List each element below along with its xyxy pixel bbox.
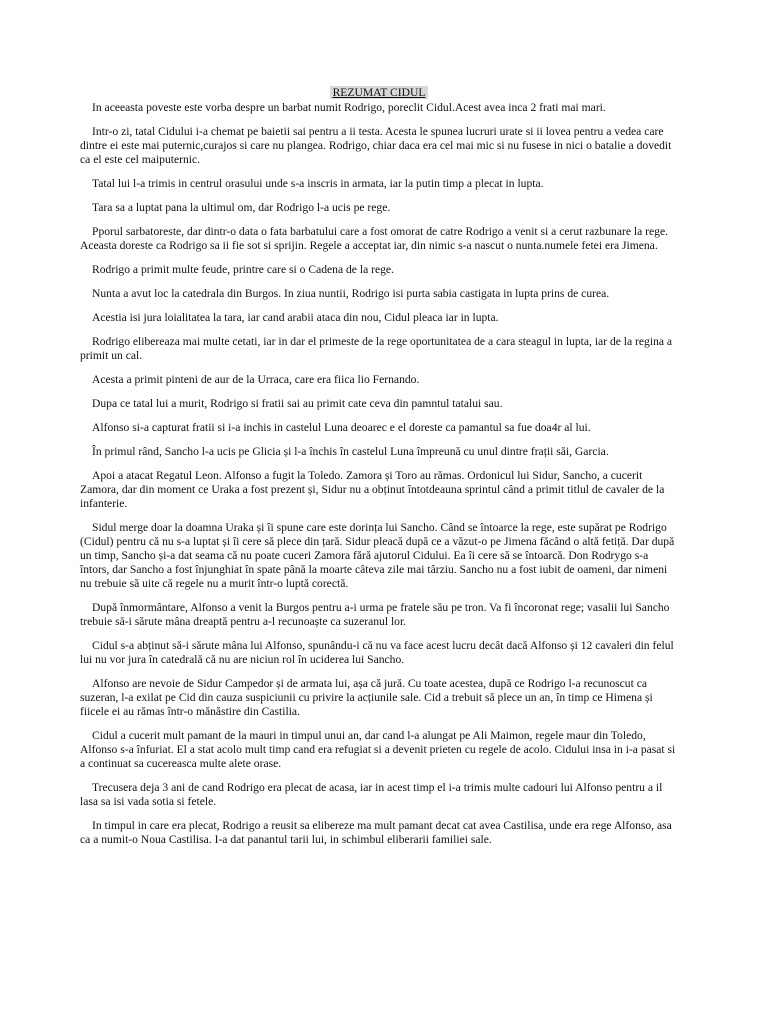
paragraph-7: Nunta a avut loc la catedrala din Burgos. In ziua nuntii, Rodrigo isi purta sabia castigata in lupta prins de curea.	[92, 287, 610, 300]
paragraph-2: Intr-o zi, tatal Cidului i-a chemat pe baietii sai pentru a ii testa. Acesta le spunea lucruri urate si ii lovea pentru a vedea care dintre ei este mai puternic,curajos si care nu plangea. Rodrigo, chiar daca era cel mai mic si nu fusese in nici o batalie a dovedit ca el este cel maiputernic.	[80, 125, 672, 166]
paragraph-15: Sidul merge doar la doamna Uraka și îi spune care este dorința lui Sancho. Când se întoarce la rege, este supărat pe Rodrigo (Cidul) pentru că nu s-a luptat și îi cere să plece din țară. Sidur pleacă după ce a văzut-o pe Jimena făcând o altă fetiță. Dar după un timp, Sancho și-a dat seama că nu poate cuceri Zamora fără ajutorul Cidului. Ea îi cere să se întoarcă. Don Rodrygo s-a întors, dar Sancho a fost înjunghiat în spate până la moarte câteva zile mai târziu. Sancho nu a fost iubit de oameni, dar nimeni nu trebuie să uite că regele nu a murit într-o luptă corectă.	[80, 521, 675, 590]
paragraph-6: Rodrigo a primit multe feude, printre care si o Cadena de la rege.	[92, 263, 394, 276]
document-title[interactable]: REZUMAT CIDUL	[330, 86, 429, 99]
paragraph-9: Rodrigo elibereaza mai multe cetati, iar in dar el primeste de la rege oportunitatea de a cara steagul in lupta, iar de la regina a primit un cal.	[80, 335, 673, 362]
paragraph-11: Dupa ce tatal lui a murit, Rodrigo si fratii sai au primit cate ceva din pamntul tatalui sau.	[92, 397, 503, 410]
paragraph-19: Cidul a cucerit mult pamant de la mauri in timpul unui an, dar cand l-a alungat pe Ali Maimon, regele maur din Toledo, Alfonso s-a înfuriat. El a stat acolo mult timp cand era refugiat si a devenit prieten cu regele de acolo. Cidului insa in i-a pasat si a continuat sa cucereasca multe alete orase.	[80, 729, 676, 770]
paragraph-16: După înmormântare, Alfonso a venit la Burgos pentru a-i urma pe fratele său pe tron. Va fi încoronat rege; vasalii lui Sancho trebuie să-i sărute mâna dreaptă pentru a-l recunoaște ca suzeranul lor.	[80, 601, 670, 628]
document-body	[80, 86, 678, 857]
paragraph-12: Alfonso si-a capturat fratii si i-a inchis in castelul Luna deoarec e el doreste ca pamantul sa fue doa4r al lui.	[92, 421, 591, 434]
paragraph-1: In aceeasta poveste este vorba despre un barbat numit Rodrigo, poreclit Cidul.Acest avea inca 2 frati mai mari.	[92, 101, 606, 114]
title-row	[80, 86, 678, 100]
paragraph-17: Cidul s-a abținut să-i sărute mâna lui Alfonso, spunându-i că nu va face acest lucru decât dacă Alfonso și 12 cavaleri din felul lui nu vor jura în catedrală că nu are niciun rol în uciderea lui Sancho.	[80, 639, 674, 666]
paragraph-10: Acesta a primit pinteni de aur de la Urraca, care era fiica lio Fernando.	[92, 373, 420, 386]
paragraph-3: Tatal lui l-a trimis in centrul orasului unde s-a inscris in armata, iar la putin timp a plecat in lupta.	[92, 177, 544, 190]
paragraph-8: Acestia isi jura loialitatea la tara, iar cand arabii ataca din nou, Cidul pleaca iar in lupta.	[92, 311, 499, 324]
paragraph-5: Pporul sarbatoreste, dar dintr-o data o fata barbatului care a fost omorat de catre Rodrigo a venit si a cerut razbunare la rege. Aceasta doreste ca Rodrigo sa ii fie sot si sprijin. Regele a acceptat iar, din nimic s-a nascut o nunta.numele fetei era Jimena.	[80, 225, 668, 252]
paragraph-18: Alfonso are nevoie de Sidur Campedor și de armata lui, așa că jură. Cu toate acestea, după ce Rodrigo l-a recunoscut ca suzeran, l-a exilat pe Cid din cauza suspiciunii cu privire la acțiunile sale. Cid a trebuit să plece un an, în timp ce Himena și fiicele ei au rămas într-o mănăstire din Castilia.	[80, 677, 653, 718]
paragraph-14: Apoi a atacat Regatul Leon. Alfonso a fugit la Toledo. Zamora și Toro au rămas. Ordonicul lui Sidur, Sancho, a cucerit Zamora, dar din moment ce Uraka a fost prezent și, Sidur nu a obținut întotdeauna sprintul când a primit titlul de cavaler de la infanterie.	[80, 469, 665, 510]
paragraph-21: In timpul in care era plecat, Rodrigo a reusit sa elibereze ma mult pamant decat cat avea Castilisa, unde era rege Alfonso, asa ca a numit-o Noua Castilisa. I-a dat panantul tarii lui, in schimbul eliberarii familiei sale.	[80, 819, 672, 846]
paragraph-13: În primul rând, Sancho l-a ucis pe Glicia și l-a închis în castelul Luna împreună cu unul dintre frații săi, Garcia.	[92, 445, 609, 458]
paragraph-20: Trecusera deja 3 ani de cand Rodrigo era plecat de acasa, iar in acest timp el i-a trimis multe cadouri lui Alfonso pentru a il lasa sa isi vada sotia si fetele.	[80, 781, 663, 808]
paragraph-4: Tara sa a luptat pana la ultimul om, dar Rodrigo l-a ucis pe rege.	[92, 201, 391, 214]
